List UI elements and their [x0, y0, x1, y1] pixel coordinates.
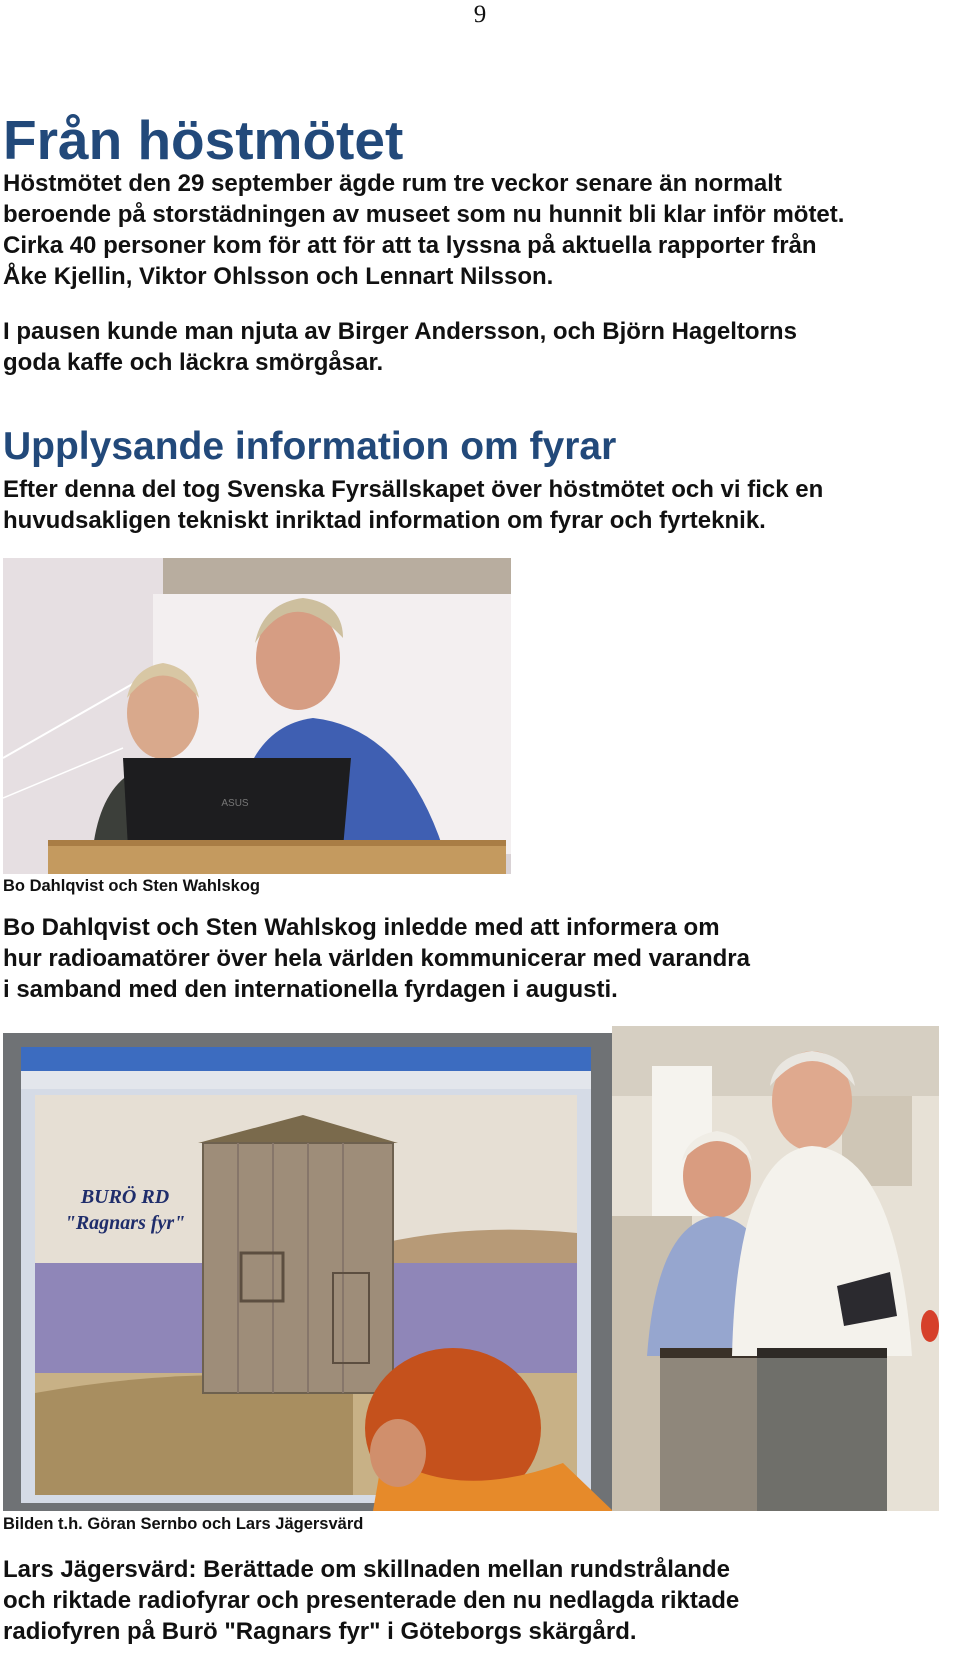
- photo-presentation-slide: [3, 1033, 613, 1511]
- paragraph-fyrsallskapet: [3, 474, 823, 536]
- photo-dahlqvist-wahlskog: [3, 558, 511, 874]
- page-number: 9: [473, 1, 487, 28]
- section-heading-fyrar: Upplysande information om fyrar: [3, 425, 617, 468]
- paragraph-line: i samband med den internationella fyrdagen i augusti.: [3, 976, 618, 1003]
- slide-text-line2: "Ragnars fyr": [64, 1212, 186, 1234]
- paragraph-line: huvudsakligen tekniskt inriktad information om fyrar och fyrteknik.: [3, 507, 766, 534]
- slide-text-line1: BURÖ RD: [80, 1186, 170, 1208]
- paragraph-line: Höstmötet den 29 september ägde rum tre veckor senare än normalt: [3, 170, 782, 197]
- paragraph-line: I pausen kunde man njuta av Birger Andersson, och Björn Hageltorns: [3, 318, 797, 345]
- laptop-logo: ASUS: [221, 798, 249, 809]
- paragraph-line: hur radioamatörer över hela världen kommunicerar med varandra: [3, 945, 750, 972]
- paragraph-line: beroende på storstädningen av museet som nu hunnit bli klar inför mötet.: [3, 201, 845, 228]
- paragraph-radioamatorer: [3, 912, 750, 1005]
- photo-illustration: [3, 1033, 613, 1511]
- paragraph-line: Cirka 40 personer kom för att för att ta lyssna på aktuella rapporter från: [3, 232, 817, 259]
- paragraph-jagersvard: [3, 1554, 739, 1647]
- section-heading-hostmotet: Från höstmötet: [3, 109, 404, 171]
- photo-sernbo-jagersvard: [612, 1026, 939, 1511]
- paragraph-line: Bo Dahlqvist och Sten Wahlskog inledde med att informera om: [3, 914, 720, 941]
- photo-illustration: [3, 558, 511, 874]
- paragraph-line: Efter denna del tog Svenska Fyrsällskapet över höstmötet och vi fick en: [3, 476, 824, 503]
- paragraph-line: radiofyren på Burö "Ragnars fyr" i Göteborgs skärgård.: [3, 1618, 637, 1645]
- paragraph-line: och riktade radiofyrar och presenterade den nu nedlagda riktade: [3, 1587, 740, 1614]
- photo-caption: Bilden t.h. Göran Sernbo och Lars Jägersvärd: [3, 1515, 364, 1533]
- paragraph-intro: [3, 168, 844, 292]
- paragraph-pause: [3, 316, 797, 378]
- paragraph-line: Åke Kjellin, Viktor Ohlsson och Lennart Nilsson.: [3, 263, 554, 290]
- photo-illustration: [612, 1026, 939, 1511]
- paragraph-line: Lars Jägersvärd: Berättade om skillnaden mellan rundstrålande: [3, 1556, 730, 1583]
- paragraph-line: goda kaffe och läckra smörgåsar.: [3, 349, 384, 376]
- photo-caption: Bo Dahlqvist och Sten Wahlskog: [3, 877, 260, 895]
